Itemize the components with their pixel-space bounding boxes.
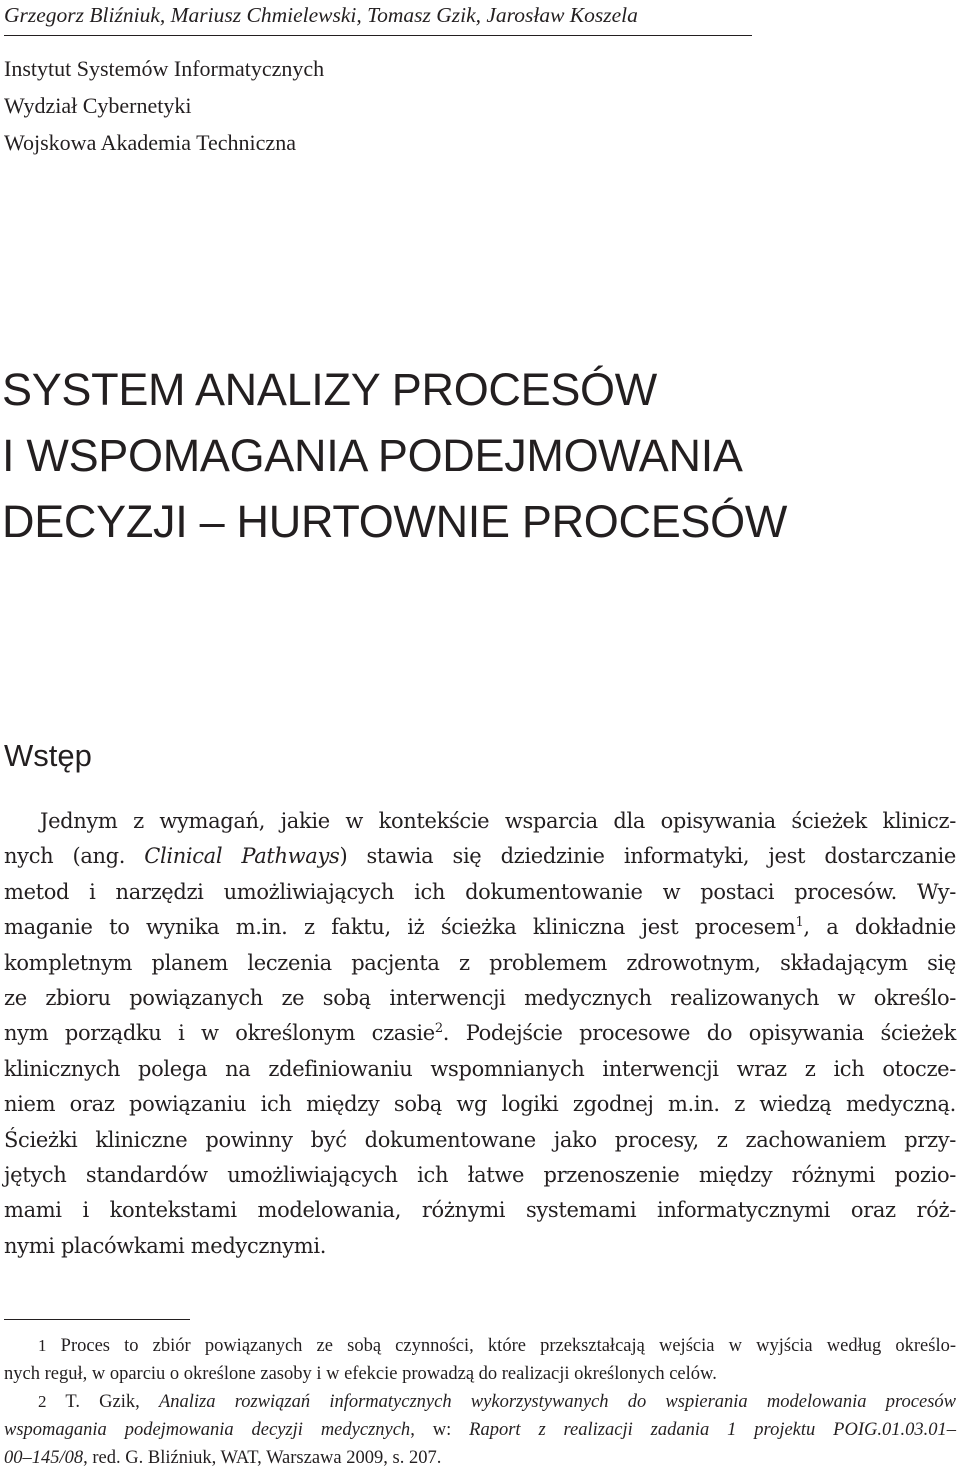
body-text: nych (ang. [4, 844, 145, 869]
footnotes [4, 1332, 956, 1472]
body-text: ) stawia się dziedzinie informatyki, jest dostarczanie [339, 844, 956, 869]
footnote-text: , red. G. Bliźniuk, WAT, Warszawa 2009, s. 207. [83, 1448, 442, 1468]
body-line [4, 839, 956, 874]
body-line: ze zbioru powiązanych ze sobą interwencji medycznych realizowanych w określo- [4, 986, 956, 1011]
body-line: klinicznych polega na zdefiniowaniu wspomnianych interwencji wraz z ich otocze- [4, 1056, 956, 1081]
body-line: niem oraz powiązaniu ich między sobą wg logiki zgodnej m.in. z wiedzą medyczną. [4, 1092, 956, 1117]
title-line: SYSTEM ANALIZY PROCESÓW [2, 364, 657, 415]
footnote-2-cont [4, 1416, 956, 1444]
footnote-number: 2 [38, 1392, 47, 1411]
footnote-1-cont: nych reguł, w oparciu o określone zasoby i w efekcie prowadzą do realizacji określonych celów. [4, 1364, 717, 1384]
footnote-rule [4, 1319, 190, 1320]
footnote-title: Analiza rozwiązań informatycznych wykorzystywanych do wspierania modelowania procesów [158, 1392, 957, 1412]
body-line: kompletnym planem leczenia pacjenta z problemem zdrowotnym, składającym się [4, 950, 956, 975]
body-line: jętych standardów umożliwiających ich łatwe przenoszenie między różnymi pozio- [4, 1163, 956, 1188]
paper-title [2, 357, 960, 555]
body-text-italic: Clinical Pathways [144, 844, 340, 869]
section-heading: Wstęp [4, 738, 92, 773]
footnote-source: 00–145/08 [4, 1448, 84, 1468]
footnote-2-cont [4, 1444, 956, 1472]
footnote-1 [4, 1332, 956, 1360]
footnote-text: , w: [410, 1420, 470, 1440]
footnote-source: Raport z realizacji zadania 1 projektu POIG.01.03.01– [469, 1420, 956, 1440]
body-line: nymi placówkami medycznymi. [4, 1233, 327, 1258]
affiliation-institute: Instytut Systemów Informatycznych [4, 56, 325, 81]
footnote-ref-2[interactable]: 2 [434, 1021, 443, 1037]
body-line: Jednym z wymagań, jakie w kontekście wsparcia dla opisywania ścieżek klinicz- [40, 809, 956, 833]
affiliation [4, 50, 324, 161]
footnote-number: 1 [38, 1336, 47, 1355]
footnote-title: wspomagania podejmowania decyzji medycznych [4, 1420, 411, 1440]
footnote-text: Proces to zbiór powiązanych ze sobą czynności, które przekształcają wejścia w wyjścia według określo- [60, 1336, 957, 1356]
title-line: DECYZJI – HURTOWNIE PROCESÓW [2, 496, 788, 547]
affiliation-faculty: Wydział Cybernetyki [4, 93, 192, 118]
body-line: Ścieżki kliniczne powinny być dokumentowane jako procesy, z zachowaniem przy- [4, 1127, 956, 1152]
body-text: nym porządku i w określonym czasie [4, 1021, 435, 1046]
body-line [4, 1016, 956, 1051]
body-line: mami i kontekstami modelowania, różnymi systemami informatycznymi oraz róż- [4, 1198, 956, 1223]
footnote-ref-1[interactable]: 1 [795, 915, 804, 931]
body-text: , a dokładnie [803, 915, 956, 940]
affiliation-university: Wojskowa Akademia Techniczna [4, 130, 296, 155]
body-line: metod i narzędzi umożliwiających ich dokumentowanie w postaci procesów. Wy- [4, 879, 956, 904]
body-text: maganie to wynika m.in. z faktu, iż ścieżka kliniczna jest procesem [4, 915, 796, 940]
running-header-authors: Grzegorz Bliźniuk, Mariusz Chmielewski, Tomasz Gzik, Jarosław Koszela [4, 3, 638, 27]
footnote-2 [4, 1388, 956, 1416]
body-text: . Podejście procesowe do opisywania ścieżek [442, 1021, 956, 1046]
body-paragraph [4, 804, 956, 1264]
footnote-text: T. Gzik, [65, 1392, 159, 1412]
body-line [4, 910, 956, 945]
title-line: I WSPOMAGANIA PODEJMOWANIA [2, 430, 743, 481]
header-rule [4, 35, 752, 36]
